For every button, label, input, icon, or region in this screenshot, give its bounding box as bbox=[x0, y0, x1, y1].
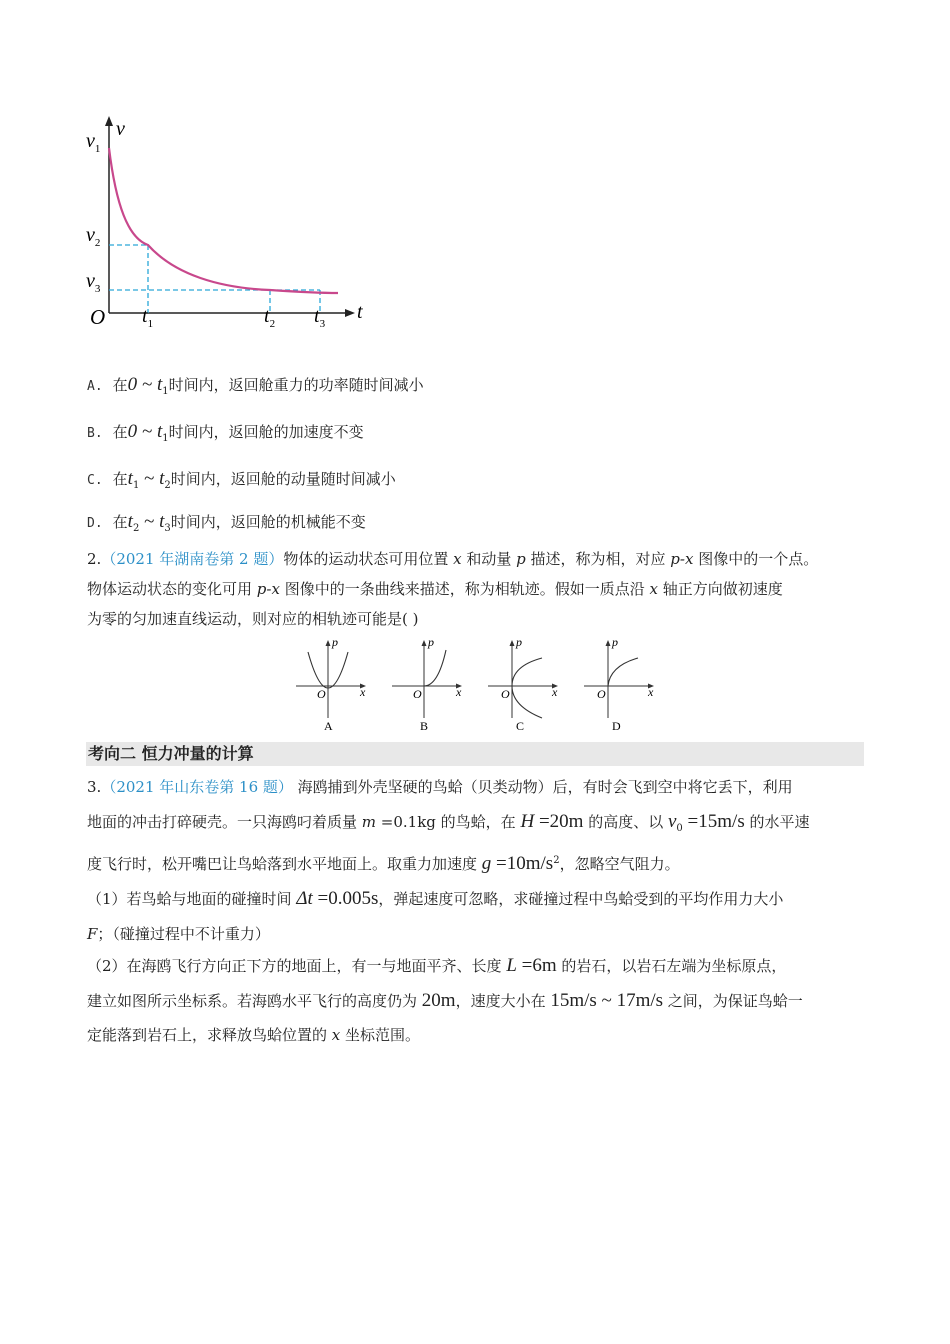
option-label: A. bbox=[87, 379, 103, 394]
svg-text:x: x bbox=[360, 685, 366, 699]
q3-part2-line2: 建立如图所示坐标系。若海鸥水平飞行的高度仍为 20m，速度大小在 15m/s ~ 17m/s 之间，为保证鸟蛤一 bbox=[87, 990, 803, 1011]
graph-a-label: A bbox=[324, 719, 333, 733]
q3-part1-line1: （1）若鸟蛤与地面的碰撞时间 Δt =0.005s，弹起速度可忽略，求碰撞过程中鸟蛤受到的平均作用力大小 bbox=[87, 888, 784, 909]
y-axis-arrow bbox=[105, 116, 113, 126]
t1-label: $t_1$ bbox=[142, 305, 154, 330]
svg-text:p: p bbox=[612, 636, 618, 649]
svg-text:p: p bbox=[428, 636, 434, 649]
graph-d-label: D bbox=[612, 719, 621, 733]
svg-text:O: O bbox=[413, 687, 422, 701]
option-label: D. bbox=[87, 516, 103, 531]
graph-a bbox=[296, 636, 366, 733]
svg-text:x: x bbox=[648, 685, 654, 699]
y-axis-label: v bbox=[116, 118, 125, 140]
origin-label: O bbox=[90, 305, 106, 329]
graph-b-label: B bbox=[420, 719, 429, 733]
svg-text:O: O bbox=[597, 687, 606, 701]
q3-part2-line1: （2）在海鸥飞行方向正下方的地面上，有一与地面平齐、长度 L =6m 的岩石，以岩石左端为坐标原点， bbox=[87, 955, 787, 976]
velocity-curve bbox=[109, 148, 338, 293]
section-heading: 考向二 恒力冲量的计算 bbox=[86, 742, 864, 766]
graph-c-label: C bbox=[516, 719, 525, 733]
q3-line3: 度飞行时，松开嘴巴让鸟蛤落到水平地面上。取重力加速度 $g =10m/s^2$，忽略空气阻力。 bbox=[87, 853, 680, 874]
q2-line3: 为零的匀加速直线运动，则对应的相轨迹可能是( ) bbox=[87, 610, 419, 628]
svg-text:x: x bbox=[552, 685, 558, 699]
graph-b bbox=[392, 636, 462, 733]
v3-label: $v_3$ bbox=[86, 270, 101, 295]
option-a: A. 在0 ~ $t_1$时间内，返回舱重力的功率随时间减小 bbox=[87, 374, 424, 397]
option-d: D. 在$t_2$ ~ $t_3$时间内，返回舱的机械能不变 bbox=[87, 511, 366, 534]
x-axis-arrow bbox=[345, 309, 355, 317]
q2-source: （2021 年湖南卷第 2 题） bbox=[101, 550, 284, 568]
q3-line2: 地面的冲击打碎硬壳。一只海鸥叼着质量 m =0.1kg 的鸟蛤，在 H =20m 的高度、以 $v_0 =15m/s$ 的水平速 bbox=[87, 811, 810, 834]
phase-graphs bbox=[290, 636, 670, 736]
option-b: B. 在0 ~ $t_1$时间内，返回舱的加速度不变 bbox=[87, 421, 364, 444]
option-label: B. bbox=[87, 426, 103, 441]
t2-label: $t_2$ bbox=[264, 305, 276, 330]
svg-text:x: x bbox=[456, 685, 462, 699]
v1-label: $v_1$ bbox=[86, 130, 101, 155]
q2-line2: 物体运动状态的变化可用 p-x 图像中的一条曲线来描述，称为相轨迹。假如一质点沿 x 轴正方向做初速度 bbox=[87, 580, 783, 598]
svg-text:O: O bbox=[317, 687, 326, 701]
t3-label: $t_3$ bbox=[314, 305, 326, 330]
svg-text:p: p bbox=[332, 636, 338, 649]
graph-c bbox=[488, 636, 558, 733]
q3-source: （2021 年山东卷第 16 题） bbox=[101, 778, 293, 796]
svg-text:p: p bbox=[516, 636, 522, 649]
v2-label: $v_2$ bbox=[86, 224, 101, 249]
q3-part1-line2: F；（碰撞过程中不计重力） bbox=[87, 925, 270, 943]
x-axis-label: t bbox=[357, 301, 363, 323]
q2-line1: 2.（2021 年湖南卷第 2 题）物体的运动状态可用位置 x 和动量 p 描述，称为相，对应 p-x 图像中的一个点。 bbox=[87, 550, 819, 568]
graph-d bbox=[584, 636, 654, 733]
svg-text:O: O bbox=[501, 687, 510, 701]
q3-part2-line3: 定能落到岩石上，求释放鸟蛤位置的 x 坐标范围。 bbox=[87, 1026, 421, 1044]
vt-graph bbox=[80, 110, 380, 335]
option-c: C. 在$t_1$ ~ $t_2$时间内，返回舱的动量随时间减小 bbox=[87, 468, 396, 491]
q3-line1: 3.（2021 年山东卷第 16 题） 海鸥捕到外壳坚硬的鸟蛤（贝类动物）后，有时会飞到空中将它丢下，利用 bbox=[87, 778, 793, 796]
option-label: C. bbox=[87, 473, 103, 488]
